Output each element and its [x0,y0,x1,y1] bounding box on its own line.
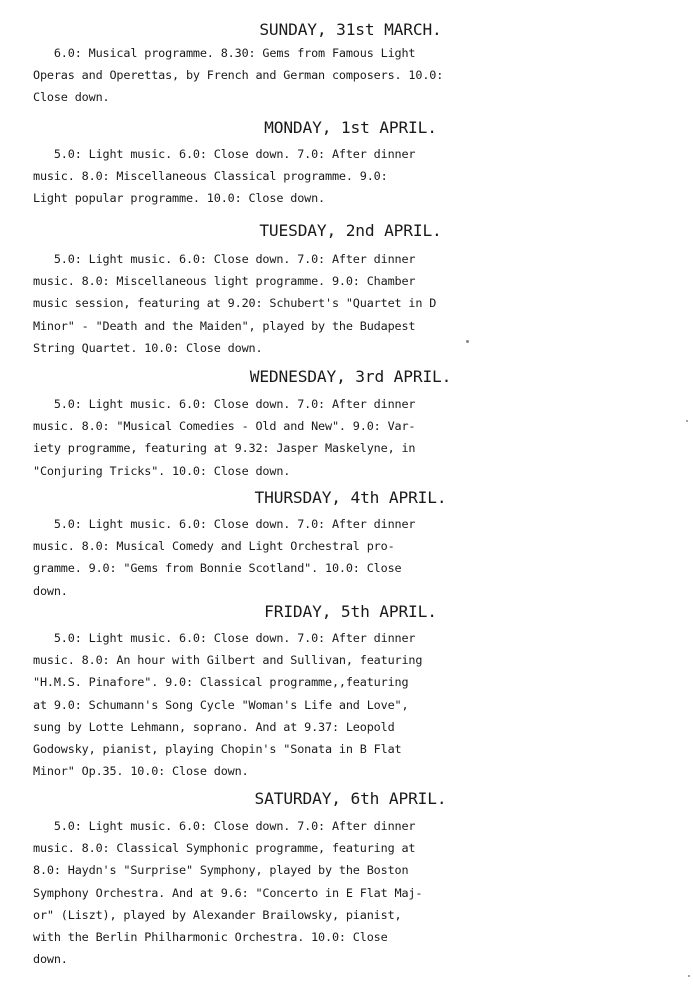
text-line: 5.0: Light music. 6.0: Close down. 7.0: After dinner [33,252,416,266]
text-line: "Conjuring Tricks". 10.0: Close down. [33,463,291,478]
text-line: String Quartet. 10.0: Close down. [33,340,263,355]
day-entry-saturday [33,815,693,970]
day-heading-saturday: SATURDAY, 6th APRIL. [254,789,447,808]
text-line: at 9.0: Schumann's Song Cycle "Woman's Life and Love", [33,697,409,712]
scan-speck [688,975,690,977]
day-entry-sunday [33,42,693,109]
text-line: 5.0: Light music. 6.0: Close down. 7.0: After dinner [33,147,416,161]
day-heading-thursday: THURSDAY, 4th APRIL. [254,488,447,507]
day-entry-monday [33,143,693,210]
scan-speck [686,420,688,422]
text-line: gramme. 9.0: "Gems from Bonnie Scotland". 10.0: Close [33,561,402,576]
text-line: Minor" - "Death and the Maiden", played by the Budapest [33,318,416,333]
day-heading-tuesday: TUESDAY, 2nd APRIL. [259,221,442,240]
text-line: Operas and Operettas, by French and German composers. 10.0: [33,68,444,83]
text-line: 5.0: Light music. 6.0: Close down. 7.0: After dinner [33,819,416,833]
text-line: 5.0: Light music. 6.0: Close down. 7.0: After dinner [33,397,416,411]
day-heading-sunday: SUNDAY, 31st MARCH. [259,20,442,39]
text-line: music. 8.0: "Musical Comedies - Old and New". 9.0: Var- [33,419,416,434]
text-line: music. 8.0: Classical Symphonic programme, featuring at [33,841,416,856]
day-entry-wednesday [33,393,693,482]
text-line: Light popular programme. 10.0: Close down. [33,191,325,206]
scan-speck [466,340,469,343]
text-line: music. 8.0: Miscellaneous Classical programme. 9.0: [33,169,388,184]
day-heading-friday: FRIDAY, 5th APRIL. [264,602,437,621]
text-line: music. 8.0: Miscellaneous light programme. 9.0: Chamber [33,274,416,289]
day-entry-thursday [33,513,693,602]
text-line: Godowsky, pianist, playing Chopin's "Sonata in B Flat [33,741,402,756]
day-heading-monday: MONDAY, 1st APRIL. [264,118,437,137]
day-entry-tuesday [33,248,693,359]
text-line: down. [33,583,68,598]
text-line: Symphony Orchestra. And at 9.6: "Concerto in E Flat Maj- [33,885,423,900]
text-line: "H.M.S. Pinafore". 9.0: Classical programme,,featuring [33,675,409,690]
text-line: music. 8.0: An hour with Gilbert and Sullivan, featuring [33,653,423,668]
text-line: iety programme, featuring at 9.32: Jasper Maskelyne, in [33,441,416,456]
text-line: or" (Liszt), played by Alexander Brailowsky, pianist, [33,907,402,922]
day-entry-friday [33,627,693,782]
text-line: Minor" Op.35. 10.0: Close down. [33,764,249,779]
text-line: 5.0: Light music. 6.0: Close down. 7.0: After dinner [33,517,416,531]
text-line: sung by Lotte Lehmann, soprano. And at 9.37: Leopold [33,719,395,734]
text-line: 8.0: Haydn's "Surprise" Symphony, played by the Boston [33,863,409,878]
day-heading-wednesday: WEDNESDAY, 3rd APRIL. [249,367,452,386]
text-line: down. [33,952,68,967]
text-line: Close down. [33,90,110,105]
text-line: music session, featuring at 9.20: Schubert's "Quartet in D [33,296,437,311]
text-line: with the Berlin Philharmonic Orchestra. 10.0: Close [33,929,388,944]
text-line: music. 8.0: Musical Comedy and Light Orchestral pro- [33,539,395,554]
text-line: 5.0: Light music. 6.0: Close down. 7.0: After dinner [33,631,416,645]
text-line: 6.0: Musical programme. 8.30: Gems from Famous Light [33,46,416,60]
